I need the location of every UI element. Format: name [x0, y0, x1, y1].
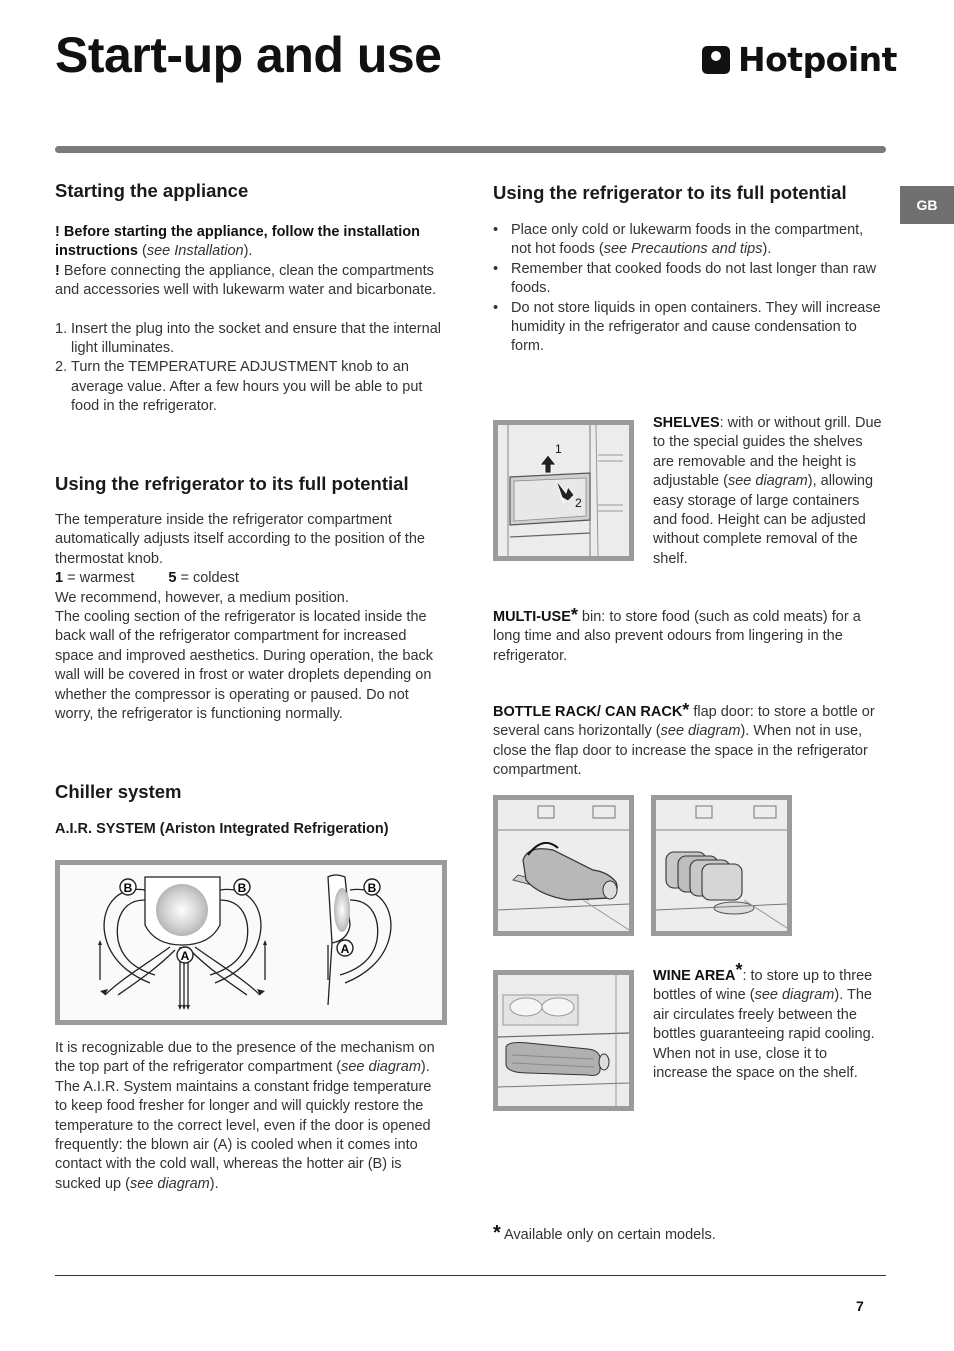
brand-name: Hotpoint [738, 40, 897, 79]
bottle-rack-figure [493, 795, 634, 936]
list-item: • Do not store liquids in open containers. They will increase humidity in the refrigerator and cause condensation to form. [493, 299, 885, 357]
heading-using-left: Using the refrigerator to its full potential [55, 473, 409, 494]
shelf-step-2: 2 [575, 496, 582, 510]
label-a-left: A [180, 949, 190, 963]
subheading-air-system: A.I.R. SYSTEM (Ariston Integrated Refrigeration) [55, 821, 389, 837]
steps-list [55, 320, 447, 417]
wine-illustration [498, 975, 629, 1106]
list-item: • Place only cold or lukewarm foods in the compartment, not hot foods (see Precautions and tips). [493, 221, 885, 260]
wine-area-figure [493, 970, 634, 1111]
shelf-step-1: 1 [555, 442, 562, 456]
paragraph: The cooling section of the refrigerator is located inside the back wall of the refrigerator compartment for increased space and improved aesthetics. During operation, the back wall will be covered in frost or water droplets depending on whether the compressor is operating or paused. Do not worry, the refrigerator is functioning normally. [55, 609, 434, 723]
paragraph: The temperature inside the refrigerator compartment automatically adjusts itself according to the position of the thermostat knob. [55, 512, 425, 567]
tips-list [493, 221, 885, 357]
section-using-left [55, 473, 447, 724]
shelves-description: SHELVES: with or without grill. Due to the special guides the shelves are removable and the height is adjustable (see diagram), allowing easy storage of large containers and food. Height can be adjusted without complete removal of the shelf. [653, 415, 882, 567]
warning-installation: ! Before starting the appliance, follow the installation instructions (see Installation). [55, 224, 420, 260]
footer-divider [55, 1275, 886, 1276]
label-b-center: B [237, 881, 247, 895]
shelves-figure [493, 420, 634, 561]
label-b-left: B [123, 881, 133, 895]
paragraph: It is recognizable due to the presence of the mechanism on the top part of the refrigerator compartment (see diagram). The A.I.R. System maintains a constant fridge temperature to keep food fresher for longer and will quickly restore the temperature to the correct level, even if the door is opened frequently: the blown air (A) is cooled when it comes into contact with the cold wall, whereas the hotter air (B) is sucked up (see diagram). [55, 1040, 435, 1192]
label-bottlerack: BOTTLE RACK/ CAN RACK [493, 704, 683, 720]
section-starting [55, 180, 447, 417]
bottlerack-description: BOTTLE RACK/ CAN RACK* flap door: to store a bottle or several cans horizontally (see diagram). When not in use, close the flap door to increase the space in the refrigerator compartment. [493, 700, 875, 779]
warning-cleaning: ! Before connecting the appliance, clean the compartments and accessories well with lukewarm water and bicarbonate. [55, 262, 437, 299]
label-shelves: SHELVES [653, 415, 720, 431]
can-rack-figure [651, 795, 792, 936]
brand-mark-icon [702, 46, 730, 74]
section-chiller [55, 781, 447, 839]
thermostat-scale: 1 = warmest 5 = coldest [55, 570, 239, 587]
footnote: * Available only on certain models. [493, 1222, 716, 1244]
page-title: Start-up and use [55, 27, 442, 83]
label-a-right: A [340, 942, 350, 956]
brand-logo [702, 40, 897, 79]
heading-chiller: Chiller system [55, 781, 182, 802]
heading-using-right: Using the refrigerator to its full potential [493, 182, 847, 203]
label-b-right: B [367, 881, 377, 895]
section-using-right [493, 182, 885, 357]
wine-description: WINE AREA*: to store up to three bottles of wine (see diagram). The air circulates freely between the bottles guaranteeing rapid cooling. When not in use, close it to increase the space on the shelf. [653, 960, 875, 1082]
label-multiuse: MULTI-USE [493, 609, 571, 625]
page-number: 7 [856, 1298, 864, 1314]
list-item: • Remember that cooked foods do not last longer than raw foods. [493, 260, 885, 299]
paragraph: We recommend, however, a medium position. [55, 589, 349, 606]
multiuse-description: MULTI-USE* bin: to store food (such as cold meats) for a long time and also prevent odours from lingering in the refrigerator. [493, 605, 861, 664]
label-wine: WINE AREA [653, 968, 736, 984]
airflow-illustration [60, 865, 442, 1020]
bottle-illustration [498, 800, 629, 931]
list-item: 2. Turn the TEMPERATURE ADJUSTMENT knob to an average value. After a few hours you will be able to put food in the refrigerator. [55, 359, 423, 415]
header-divider [55, 146, 886, 153]
air-system-diagram [55, 860, 447, 1025]
shelf-illustration [498, 425, 629, 556]
list-item: 1. Insert the plug into the socket and ensure that the internal light illuminates. [55, 320, 441, 357]
chiller-description [55, 1039, 447, 1194]
heading-starting: Starting the appliance [55, 180, 249, 201]
cans-illustration [656, 800, 787, 931]
language-tab: GB [900, 186, 954, 224]
